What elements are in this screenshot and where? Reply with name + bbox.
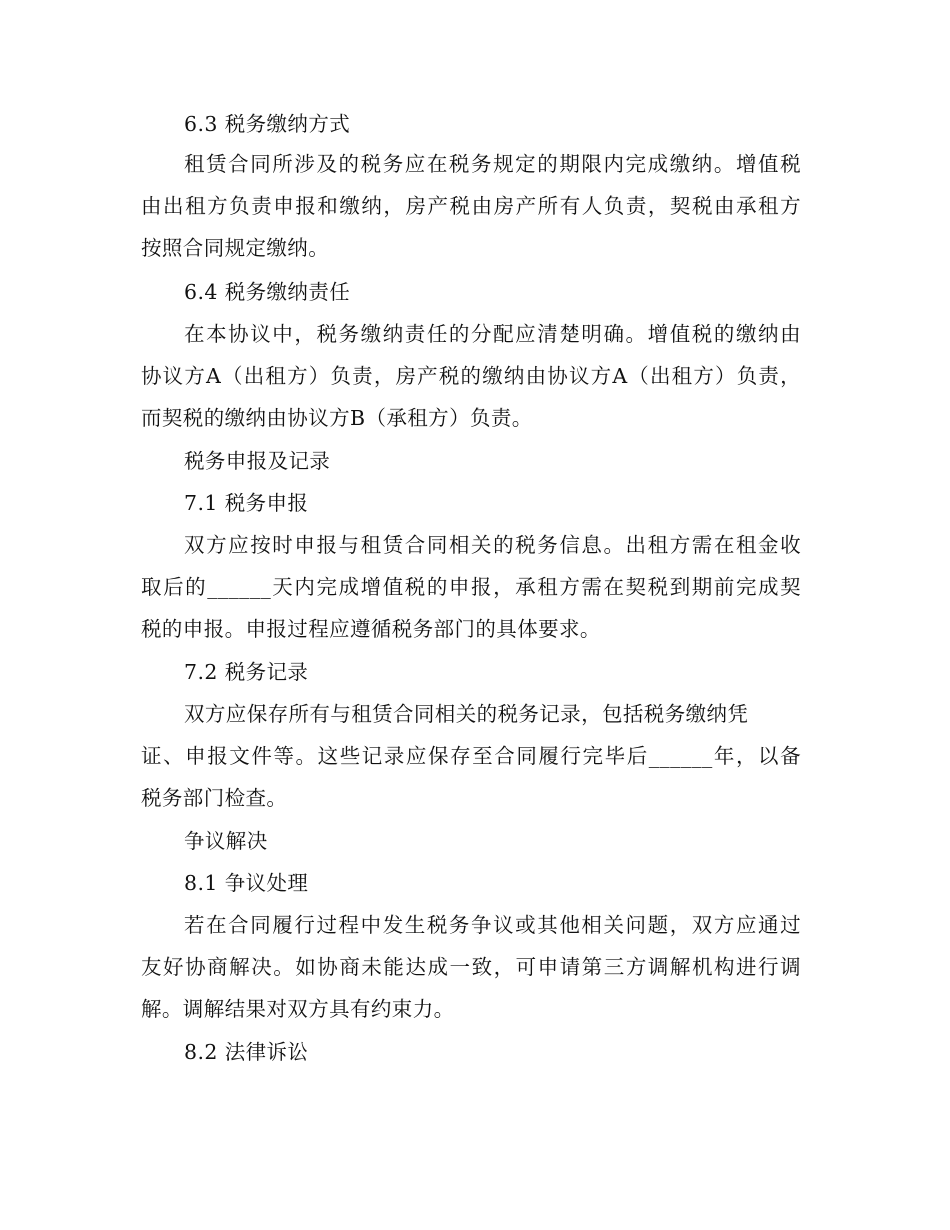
paragraph-line: 解。调解结果对双方具有约束力。 xyxy=(141,997,455,1021)
paragraph-line: 税的申报。申报过程应遵循税务部门的具体要求。 xyxy=(141,617,601,641)
paragraph-line: 若在合同履行过程中发生税务争议或其他相关问题，双方应通过 xyxy=(184,913,801,937)
paragraph-line: 租赁合同所涉及的税务应在税务规定的期限内完成缴纳。增值税 xyxy=(184,152,801,176)
paragraph-line: 在本协议中，税务缴纳责任的分配应清楚明确。增值税的缴纳由 xyxy=(184,322,801,346)
paragraph-line: 税务部门检查。 xyxy=(141,786,288,810)
section-heading-6-3: 6.3 税务缴纳方式 xyxy=(184,112,351,136)
section-heading-7-1: 7.1 税务申报 xyxy=(184,491,309,515)
chapter-heading-dispute-resolution: 争议解决 xyxy=(184,829,268,853)
paragraph-line: 双方应按时申报与租赁合同相关的税务信息。出租方需在租金收 xyxy=(184,533,801,557)
chapter-heading-tax-filing: 税务申报及记录 xyxy=(184,449,331,473)
paragraph-line: 协议方A（出租方）负责，房产税的缴纳由协议方A（出租方）负责， xyxy=(141,364,801,388)
section-heading-8-2: 8.2 法律诉讼 xyxy=(184,1040,309,1064)
paragraph-line: 由出租方负责申报和缴纳，房产税由房产所有人负责，契税由承租方 xyxy=(141,194,801,218)
paragraph-line: 证、申报文件等。这些记录应保存至合同履行完毕后______年，以备 xyxy=(141,744,801,768)
paragraph-line: 而契税的缴纳由协议方B（承租方）负责。 xyxy=(141,406,533,430)
paragraph-line: 双方应保存所有与租赁合同相关的税务记录，包括税务缴纳凭 xyxy=(184,702,749,726)
section-heading-6-4: 6.4 税务缴纳责任 xyxy=(184,280,351,304)
section-heading-7-2: 7.2 税务记录 xyxy=(184,660,309,684)
paragraph-line: 按照合同规定缴纳。 xyxy=(141,236,330,260)
paragraph-line: 友好协商解决。如协商未能达成一致，可申请第三方调解机构进行调 xyxy=(141,955,801,979)
section-heading-8-1: 8.1 争议处理 xyxy=(184,871,309,895)
paragraph-line: 取后的______天内完成增值税的申报，承租方需在契税到期前完成契 xyxy=(141,575,801,599)
